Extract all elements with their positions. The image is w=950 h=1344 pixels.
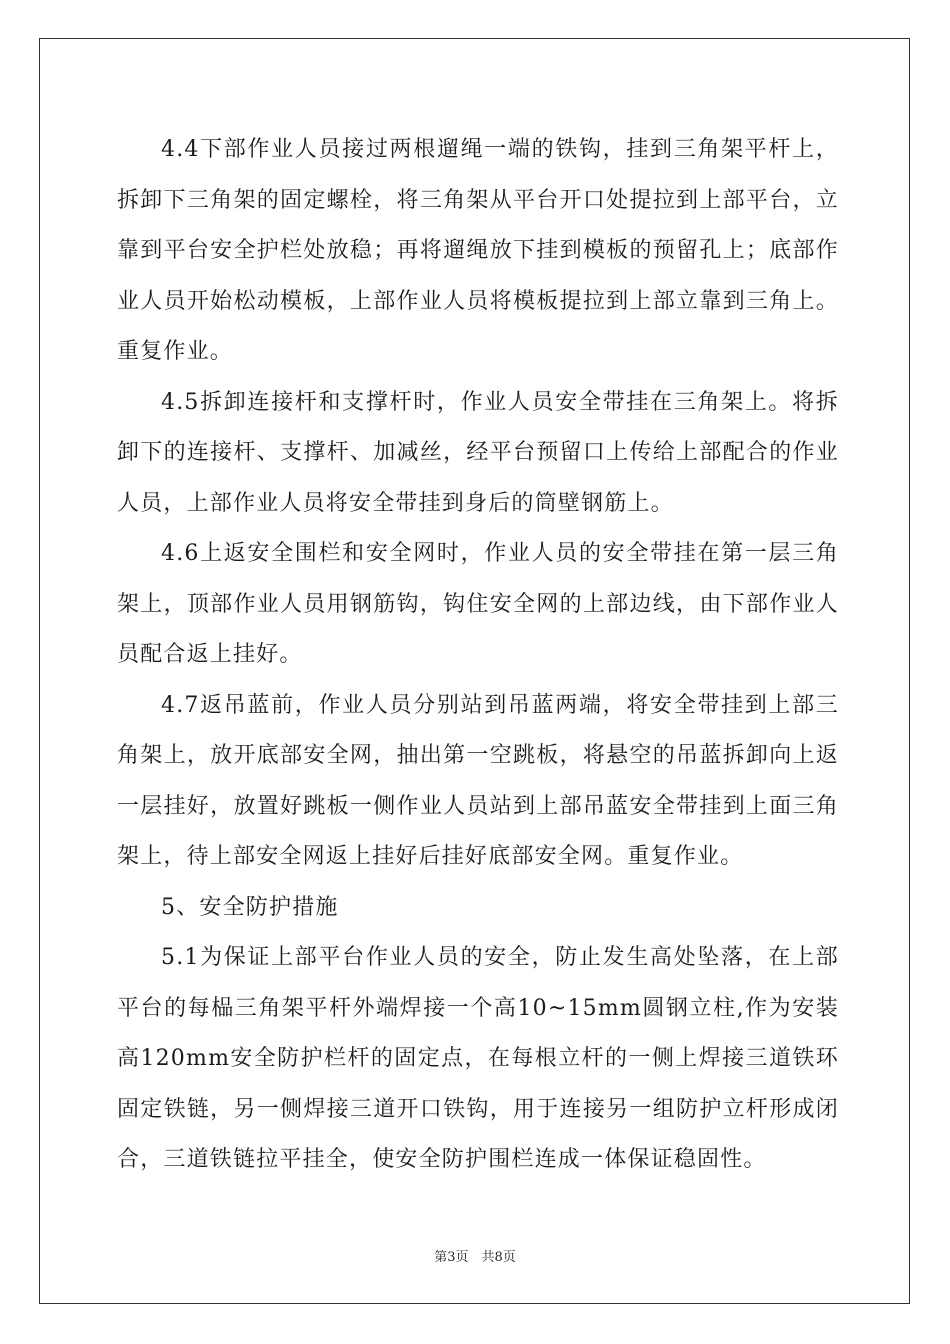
- paragraph-4-6: 4.6上返安全围栏和安全网时，作业人员的安全带挂在第一层三角架上，顶部作业人员用钢筋钩，钩住安全网的上部边线，由下部作业人员配合返上挂好。: [117, 541, 839, 667]
- paragraph-4-7: 4.7返吊蓝前，作业人员分别站到吊蓝两端，将安全带挂到上部三角架上，放开底部安全网，抽出第一空跳板，将悬空的吊蓝拆卸向上返一层挂好，放置好跳板一侧作业人员站到上部吊蓝安全带挂到上面三角架上，待上部安全网返上挂好后挂好底部安全网。重复作业。: [117, 692, 839, 869]
- section-heading-5: 5、安全防护措施: [161, 894, 339, 920]
- paragraph-5-1: 5.1为保证上部平台作业人员的安全，防止发生高处坠落，在上部平台的每榀三角架平杆外端焊接一个高10~15mm圆钢立柱,作为安装高120mm安全防护栏杆的固定点，在每根立杆的一侧上焊接三道铁环固定铁链，另一侧焊接三道开口铁钩，用于连接另一组防护立杆形成闭合，三道铁链拉平挂全，使安全防护围栏连成一体保证稳固性。: [117, 945, 839, 1172]
- paragraph-4-5: 4.5拆卸连接杆和支撑杆时，作业人员安全带挂在三角架上。将拆卸下的连接杆、支撑杆、加减丝，经平台预留口上传给上部配合的作业人员，上部作业人员将安全带挂到身后的筒壁钢筋上。: [117, 389, 839, 516]
- paragraph-4-4: 4.4下部作业人员接过两根遛绳一端的铁钩，挂到三角架平杆上，拆卸下三角架的固定螺栓，将三角架从平台开口处提拉到上部平台，立靠到平台安全护栏处放稳；再将遛绳放下挂到模板的预留孔上；底部作业人员开始松动模板，上部作业人员将模板提拉到上部立靠到三角上。重复作业。: [117, 137, 839, 364]
- page-footer: 第3页 共8页: [434, 1250, 516, 1265]
- document-body: [117, 125, 839, 1186]
